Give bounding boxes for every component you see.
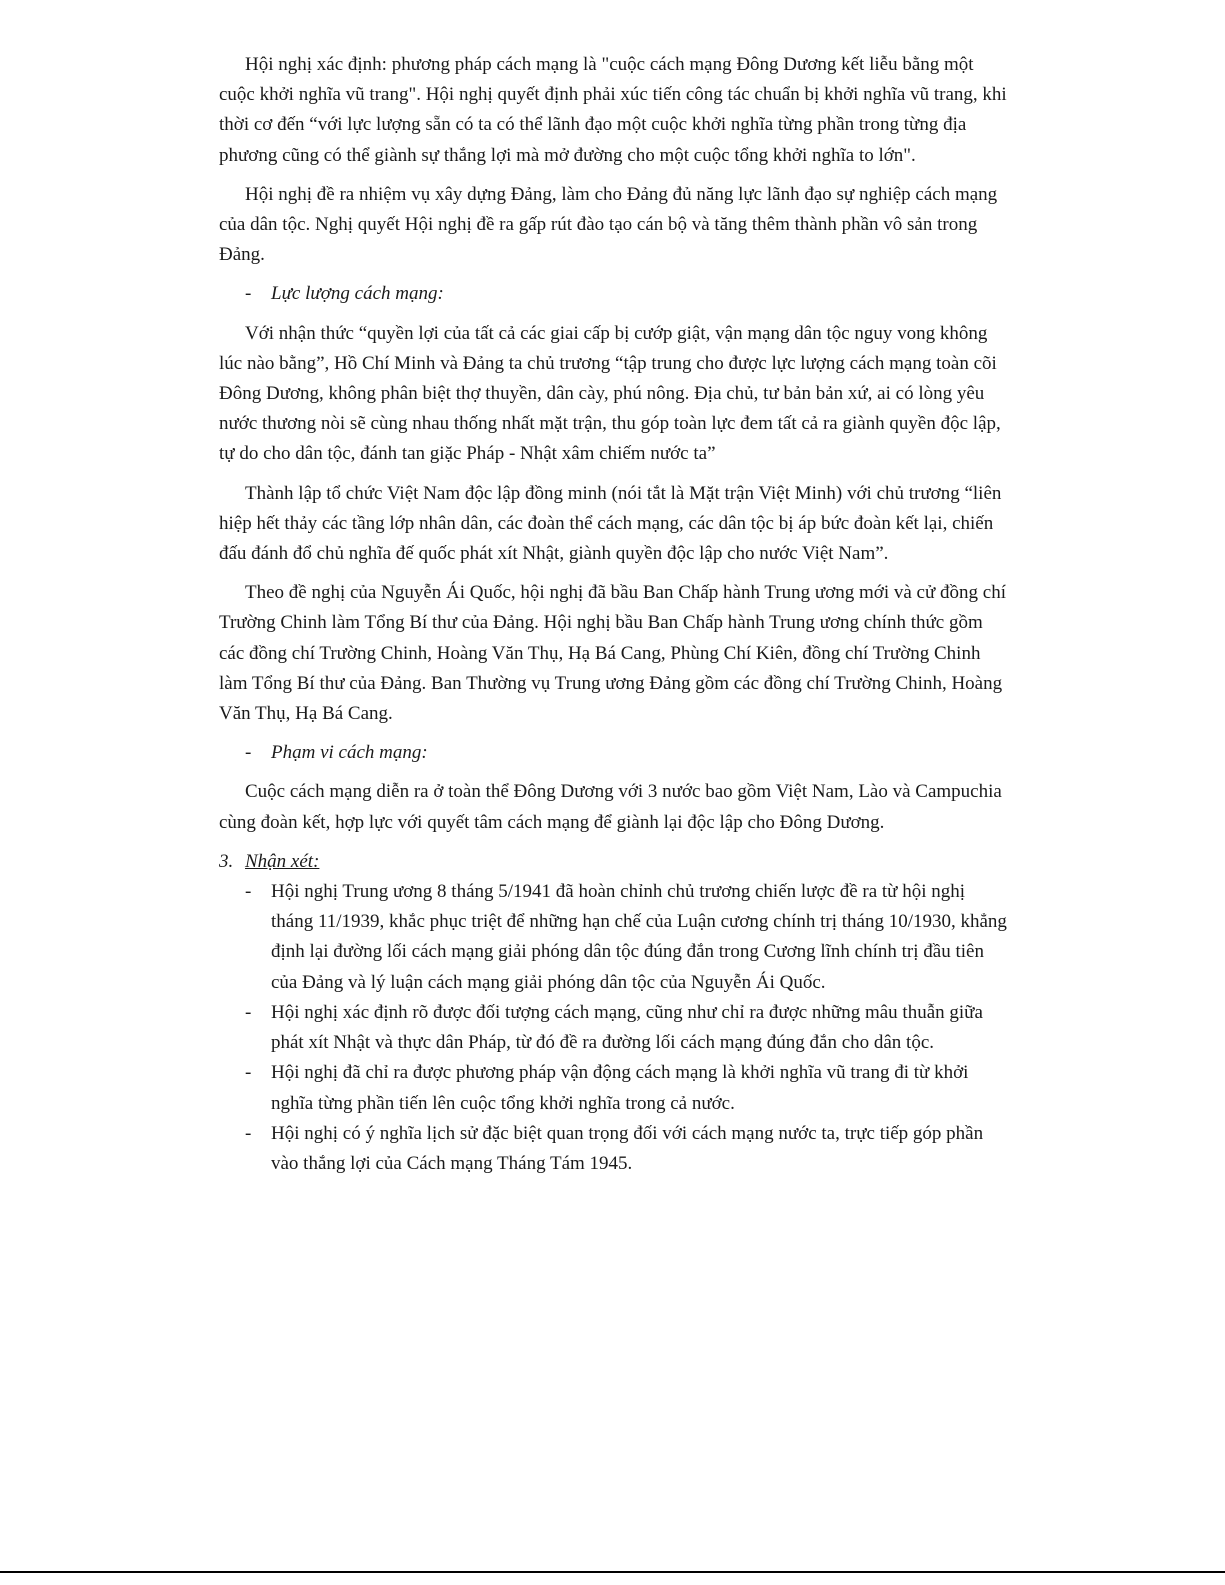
dash-marker: -	[245, 1001, 252, 1023]
list-item-text: Hội nghị Trung ương 8 tháng 5/1941 đã hoàn chỉnh chủ trương chiến lược đề ra từ hội nghị tháng 11/1939, khắc phục triệt để những hạn chế của Luận cương chính trị tháng 10/1930, khẳng định lại đường lối cách mạng giải phóng dân tộc đúng đắn trong Cương lĩnh chính trị đầu tiên của Đảng và lý luận cách mạng giải phóng dân tộc của Nguyễn Ái Quốc.	[271, 881, 1007, 993]
dash-marker: -	[245, 742, 252, 764]
list-item	[219, 1119, 1009, 1179]
list-item	[219, 877, 1009, 998]
paragraph-xay-dung-dang: Hội nghị đề ra nhiệm vụ xây dựng Đảng, làm cho Đảng đủ năng lực lãnh đạo sự nghiệp cách mạng của dân tộc. Nghị quyết Hội nghị đề ra gấp rút đào tạo cán bộ và tăng thêm thành phần vô sản trong Đảng.	[219, 183, 998, 266]
subheading-luc-luong-label: Lực lượng cách mạng:	[271, 283, 444, 305]
dash-marker: -	[245, 881, 252, 903]
subheading-luc-luong	[219, 279, 1009, 309]
nhan-xet-list	[219, 877, 1009, 1179]
subheading-pham-vi	[219, 738, 1009, 768]
dash-marker: -	[245, 283, 252, 305]
dash-marker: -	[245, 1122, 252, 1144]
paragraph-ban-chap-hanh: Theo đề nghị của Nguyễn Ái Quốc, hội nghị đã bầu Ban Chấp hành Trung ương mới và cử đồng chí Trường Chinh làm Tổng Bí thư của Đảng. Hội nghị bầu Ban Chấp hành Trung ương chính thức gồm các đồng chí Trường Chinh, Hoàng Văn Thụ, Hạ Bá Cang, Phùng Chí Kiên, đồng chí Trường Chinh làm Tổng Bí thư của Đảng. Ban Thường vụ Trung ương Đảng gồm các đồng chí Trường Chinh, Hoàng Văn Thụ, Hạ Bá Cang.	[219, 582, 1006, 725]
dash-marker: -	[245, 1062, 252, 1084]
section-title: Nhận xét:	[245, 850, 320, 872]
subheading-pham-vi-label: Phạm vi cách mạng:	[271, 742, 428, 764]
paragraph-viet-minh: Thành lập tổ chức Việt Nam độc lập đồng minh (nói tắt là Mặt trận Việt Minh) với chủ trương “liên hiệp hết thảy các tầng lớp nhân dân, các đoàn thể cách mạng, các dân tộc bị áp bức đoàn kết lại, chiến đấu đánh đổ chủ nghĩa đế quốc phát xít Nhật, giành quyền độc lập cho nước Việt Nam”.	[219, 482, 1002, 565]
list-item-text: Hội nghị đã chỉ ra được phương pháp vận động cách mạng là khởi nghĩa vũ trang đi từ khởi nghĩa từng phần tiến lên cuộc tổng khởi nghĩa trong cả nước.	[271, 1062, 969, 1114]
list-item-text: Hội nghị có ý nghĩa lịch sử đặc biệt quan trọng đối với cách mạng nước ta, trực tiếp góp phần vào thắng lợi của Cách mạng Tháng Tám 1945.	[271, 1122, 984, 1174]
section-heading-nhan-xet	[219, 847, 1009, 877]
list-item-text: Hội nghị xác định rõ được đối tượng cách mạng, cũng như chỉ ra được những mâu thuẫn giữa phát xít Nhật và thực dân Pháp, từ đó đề ra đường lối cách mạng đúng đắn cho dân tộc.	[271, 1001, 983, 1054]
paragraph-pham-vi: Cuộc cách mạng diễn ra ở toàn thể Đông Dương với 3 nước bao gồm Việt Nam, Lào và Campuchia cùng đoàn kết, hợp lực với quyết tâm cách mạng để giành lại độc lập cho Đông Dương.	[219, 781, 1002, 833]
paragraph-nhan-thuc: Với nhận thức “quyền lợi của tất cả các giai cấp bị cướp giật, vận mạng dân tộc nguy vong không lúc nào bằng”, Hồ Chí Minh và Đảng ta chủ trương “tập trung cho được lực lượng cách mạng toàn cõi Đông Dương, không phân biệt thợ thuyền, dân cày, phú nông. Địa chủ, tư bản bản xứ, ai có lòng yêu nước thương nòi sẽ cùng nhau thống nhất mặt trận, thu góp toàn lực đem tất cả ra giành quyền độc lập, tự do cho dân tộc, đánh tan giặc Pháp - Nhật xâm chiếm nước ta”	[219, 322, 1001, 465]
page-bottom-rule	[0, 1571, 1225, 1573]
list-item	[219, 1058, 1009, 1118]
list-item	[219, 998, 1009, 1058]
document-page	[219, 50, 1009, 1179]
paragraph-phuong-phap: Hội nghị xác định: phương pháp cách mạng là "cuộc cách mạng Đông Dương kết liễu bằng một cuộc khởi nghĩa vũ trang". Hội nghị quyết định phải xúc tiến công tác chuẩn bị khởi nghĩa vũ trang, khi thời cơ đến “với lực lượng sẵn có ta có thể lãnh đạo một cuộc khởi nghĩa từng phần trong từng địa phương cũng có thể giành sự thắng lợi mà mở đường cho một cuộc tổng khởi nghĩa to lớn".	[219, 54, 1007, 166]
section-number: 3.	[219, 850, 234, 872]
